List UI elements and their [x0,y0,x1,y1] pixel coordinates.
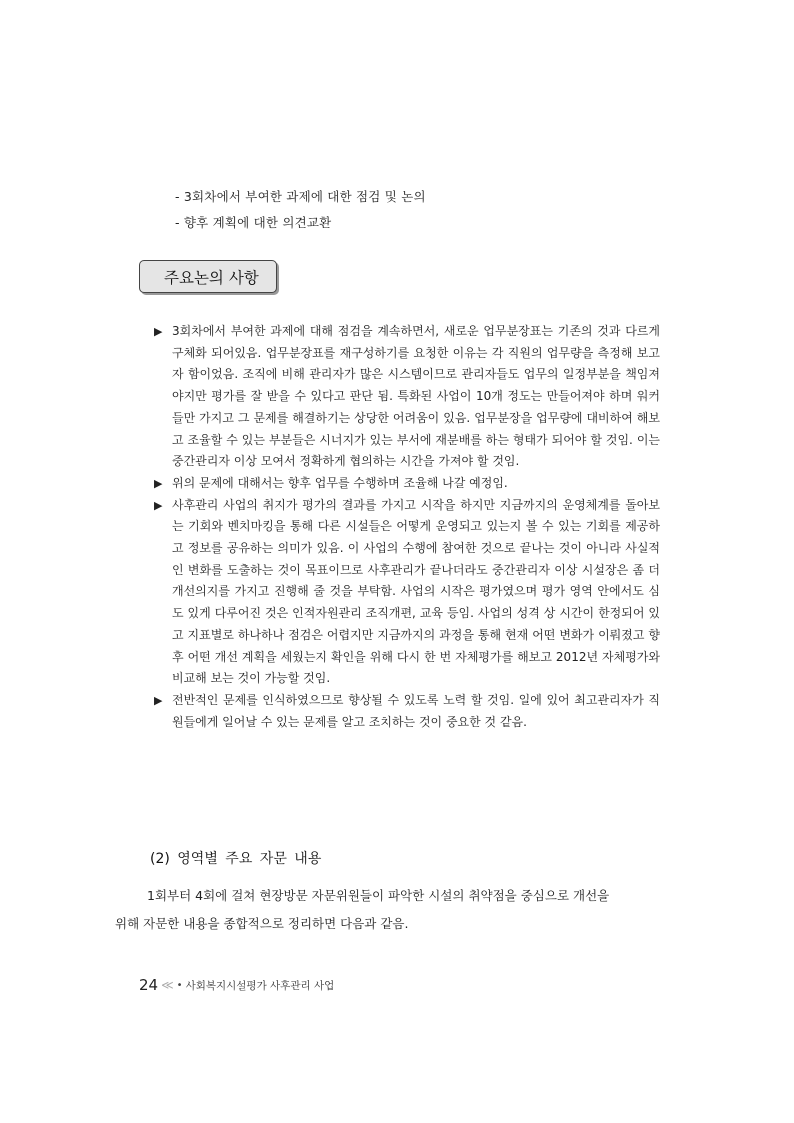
bullet-text: 위의 문제에 대해서는 향후 업무를 수행하며 조율해 나갈 예정임. [172,475,508,490]
bullet-list [150,321,660,733]
bullet-text: 3회차에서 부여한 과제에 대해 점검을 계속하면서, 새로운 업무분장표는 기존의 것과 다르게 구체화 되어있음. 업무분장표를 재구성하기를 요청한 이유는 각 직원의 업무량을 측정해 보고자 함이었음. 조직에 비해 관리자가 많은 시스템이므로 관리자들도 업무의 일정부분을 책임져야지만 평가를 잘 받을 수 있다고 판단 됨. 특화된 사업이 10개 정도는 만들어져야 하며 워커들만 가지고 그 문제를 해결하기는 상당한 어려움이 있음. 업무분장을 업무량에 대비하여 해보고 조율할 수 있는 부분들은 시너지가 있는 부서에 재분배를 하는 형태가 되어야 할 것임. 이는 중간관리자 이상 모여서 정확하게 협의하는 시간을 가져야 할 것임. [172,324,660,469]
paragraph-line: 1회부터 4회에 걸쳐 현장방문 자문위원들이 파악한 시설의 취약점을 중심으로 개선을 [147,888,610,903]
bullet-triangle-icon: ▶ [154,693,163,707]
section-title: 주요논의 사항 [164,269,259,287]
bullet-item [150,495,660,690]
body-paragraph [115,882,659,938]
bullet-item [150,690,660,733]
bullet-dot-icon: • [176,979,183,991]
subsection-heading: (2) 영역별 주요 자문 내용 [150,851,322,867]
section-title-box [139,260,277,293]
footer-title: 사회복지시설평가 사후관리 사업 [185,979,335,992]
bullet-item [150,321,660,473]
bullet-text: 전반적인 문제를 인식하였으므로 향상될 수 있도록 노력 할 것임. 일에 있어 최고관리자가 직원들에게 일어날 수 있는 문제를 알고 조치하는 것이 중요한 것 같음. [172,692,660,729]
agenda-item: - 향후 계획에 대한 의견교환 [175,215,332,230]
agenda-item: - 3회차에서 부여한 과제에 대한 점검 및 논의 [175,189,426,204]
page-footer [139,975,334,995]
double-chevron-left-icon: ≪ [161,978,171,992]
bullet-text: 사후관리 사업의 취지가 평가의 결과를 가지고 시작을 하지만 지금까지의 운영체계를 돌아보는 기회와 벤치마킹을 통해 다른 시설들은 어떻게 운영되고 있는지 볼 수 있는 기회를 제공하고 정보를 공유하는 의미가 있음. 이 사업의 수행에 참여한 것으로 끝나는 것이 아니라 사실적인 변화를 도출하는 것이 목표이므로 사후관리가 끝나더라도 중간관리자 이상 시설장은 좀 더 개선의지를 가지고 진행해 줄 것을 부탁함. 사업의 시작은 평가였으며 평가 영역 안에서도 심도 있게 다루어진 것은 인적자원관리 조직개편, 교육 등임. 사업의 성격 상 시간이 한정되어 있고 지표별로 하나하나 점검은 어렵지만 지금까지의 과정을 통해 현재 어떤 변화가 이뤄졌고 향후 어떤 개선 계획을 세웠는지 확인을 위해 다시 한 번 자체평가를 해보고 2012년 자체평가와 비교해 보는 것이 가능할 것임. [172,497,660,686]
paragraph-line: 위해 자문한 내용을 종합적으로 정리하면 다음과 같음. [115,916,409,931]
bullet-triangle-icon: ▶ [154,476,163,490]
bullet-triangle-icon: ▶ [154,325,163,338]
bullet-item [150,473,660,495]
page-number: 24 [139,976,159,994]
bullet-triangle-icon: ▶ [154,498,163,512]
